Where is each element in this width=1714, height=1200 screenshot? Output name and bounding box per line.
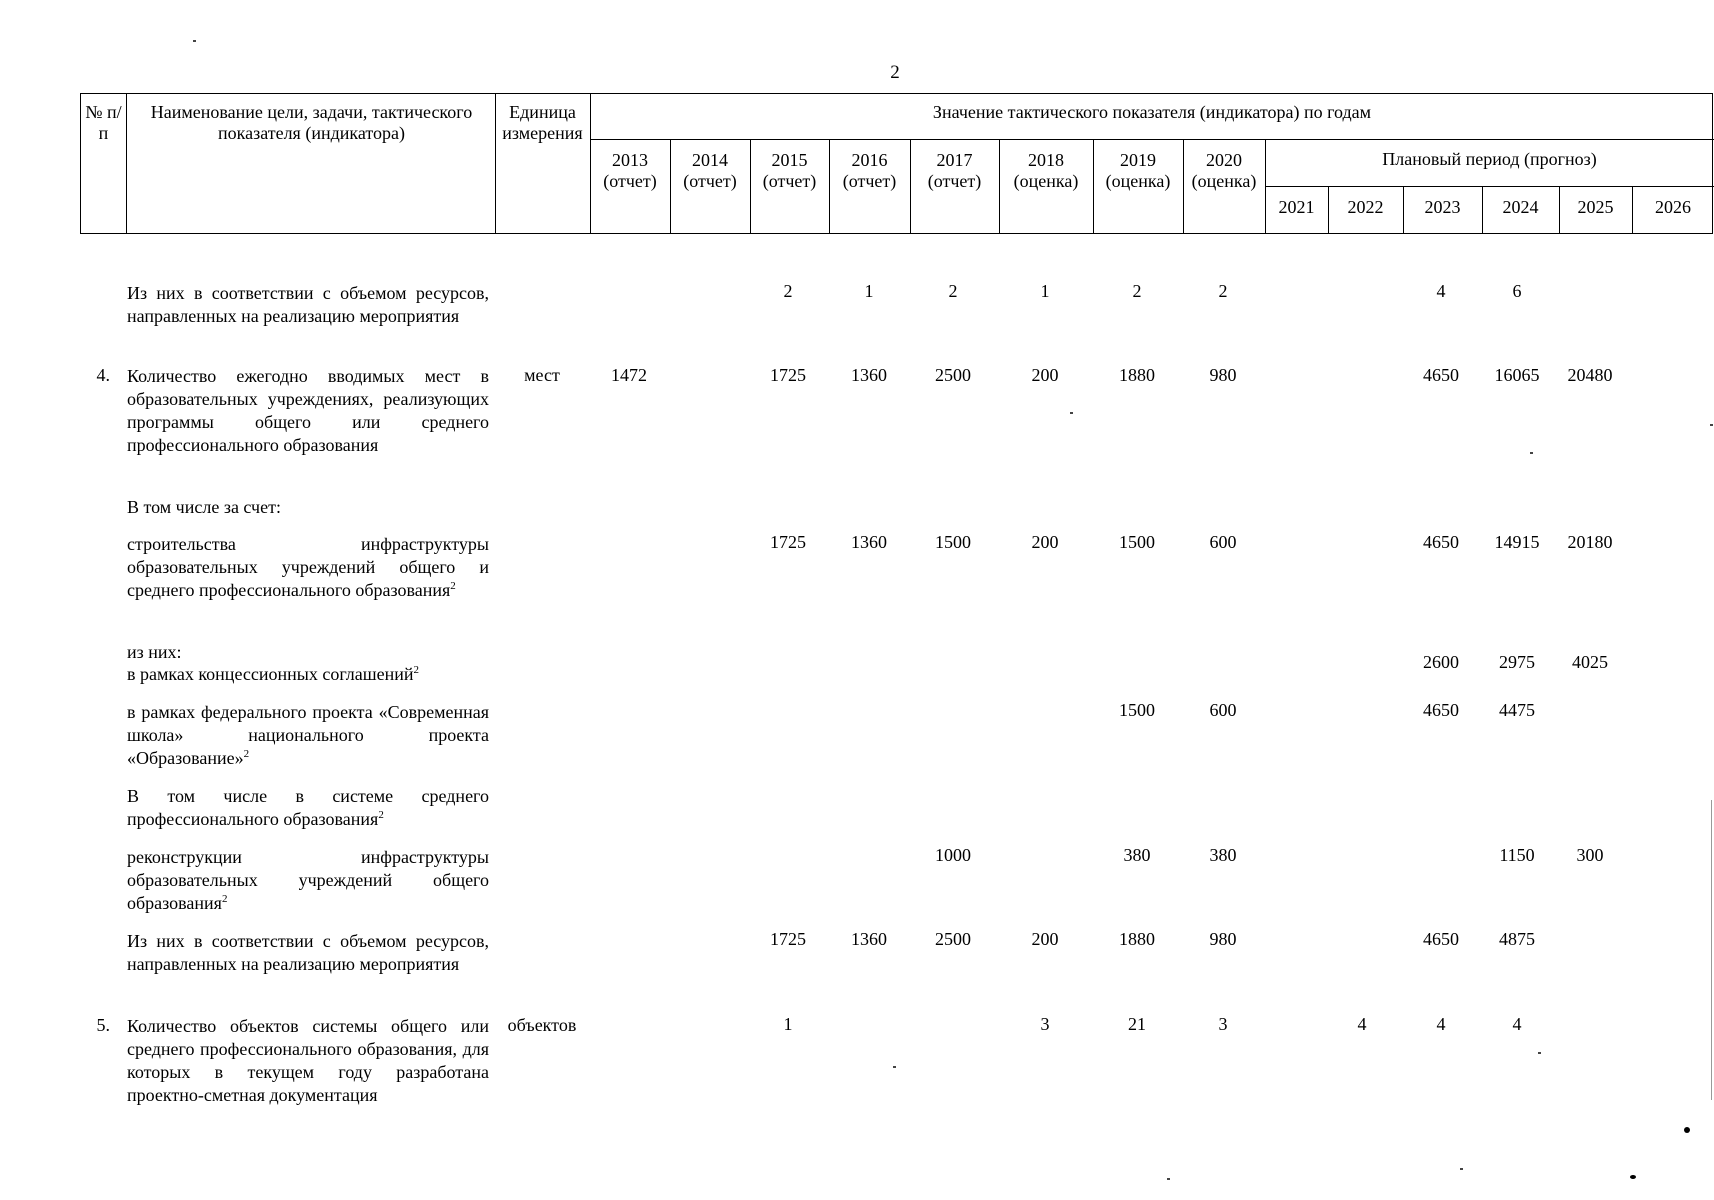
- footnote-mark: 2: [243, 748, 250, 760]
- cell-value-2025: 20480: [1567, 365, 1613, 385]
- cell-value-2020: 980: [1209, 365, 1237, 385]
- page-number: 2: [890, 62, 900, 83]
- plan-year-label: 2023: [1424, 197, 1461, 217]
- cell-value-2023: 4650: [1423, 929, 1459, 949]
- cell-value-2024: 16065: [1494, 365, 1540, 385]
- plan-year-label: 2021: [1278, 197, 1315, 217]
- footnote-mark: 2: [221, 893, 228, 905]
- year-note: (оценка): [1013, 171, 1079, 191]
- plan-year-label: 2022: [1347, 197, 1384, 217]
- row-description-text: Из них в соответствии с объемом ресурсов, направленных на реализацию мероприятия: [127, 283, 489, 326]
- cell-value-2016: 1360: [851, 365, 887, 385]
- cell-value-2018: 200: [1031, 532, 1059, 552]
- cell-value-2015: 1725: [770, 365, 806, 385]
- row-description-text: Количество объектов системы общего или среднего профессионального образования, для которых в текущем году разработана проектно-сметная документация: [127, 1016, 489, 1105]
- row-number: 5.: [96, 1015, 110, 1035]
- year-note: (отчет): [762, 171, 817, 191]
- col-unit-header: Единица измерения: [502, 102, 583, 143]
- year-label: 2016: [851, 150, 888, 170]
- cell-value-2024: 6: [1512, 281, 1522, 301]
- cell-value-2023: 4: [1436, 1014, 1446, 1034]
- cell-value-2019: 2: [1132, 281, 1142, 301]
- row-description-text: В том числе за счет:: [127, 497, 281, 517]
- cell-value-2023: 4: [1436, 281, 1446, 301]
- year-label: 2014: [692, 150, 728, 170]
- cell-value-2019: 1880: [1119, 365, 1155, 385]
- year-note: (оценка): [1191, 171, 1257, 191]
- row-number: 4.: [96, 365, 110, 385]
- cell-value-2024: 4875: [1499, 929, 1535, 949]
- row-description: [127, 365, 489, 457]
- row-description-text: в рамках концессионных соглашений: [127, 664, 414, 684]
- cell-value-2015: 1725: [770, 929, 806, 949]
- row-description: [127, 785, 489, 831]
- row-description: [127, 641, 489, 664]
- cell-value-2023: 4650: [1423, 532, 1459, 552]
- row-description-text: строительства инфраструктуры образовательных учреждений общего и среднего профессионального образования: [127, 534, 489, 600]
- cell-value-2020: 380: [1209, 845, 1237, 865]
- cell-value-2015: 2: [783, 281, 793, 301]
- row-unit: объектов: [507, 1015, 577, 1035]
- cell-value-2019: 1500: [1119, 700, 1155, 720]
- footnote-mark: 2: [450, 580, 456, 592]
- cell-value-2017: 2500: [935, 929, 971, 949]
- year-note: (отчет): [683, 171, 737, 191]
- cell-value-2025: 20180: [1567, 532, 1613, 552]
- row-unit: мест: [524, 365, 560, 385]
- row-description: [127, 1015, 489, 1107]
- plan-year-label: 2026: [1655, 197, 1691, 217]
- plan-year-label: 2025: [1577, 197, 1614, 217]
- year-label: 2018: [1028, 150, 1064, 170]
- col-name-header: Наименование цели, задачи, тактического показателя (индикатора): [150, 102, 473, 143]
- row-description-text: в рамках федерального проекта «Современная школа» национального проекта «Образование»: [127, 702, 489, 768]
- row-description: [127, 930, 489, 976]
- cell-value-2024: 4475: [1499, 700, 1535, 720]
- year-note: (отчет): [603, 171, 657, 191]
- row-description: [127, 701, 489, 770]
- cell-value-2024: 1150: [1499, 845, 1535, 865]
- cell-value-2024: 14915: [1494, 532, 1540, 552]
- cell-value-2024: 2975: [1499, 652, 1535, 672]
- year-note: (отчет): [842, 171, 897, 191]
- plan-year-label: 2024: [1502, 197, 1539, 217]
- year-label: 2015: [771, 150, 808, 170]
- year-label: 2019: [1120, 150, 1156, 170]
- cell-value-2016: 1: [864, 281, 874, 301]
- cell-value-2017: 2: [948, 281, 958, 301]
- cell-value-2017: 1000: [935, 845, 971, 865]
- year-label: 2020: [1206, 150, 1242, 170]
- cell-value-2019: 21: [1128, 1014, 1146, 1034]
- row-description: [127, 496, 489, 519]
- cell-value-2025: 4025: [1572, 652, 1608, 672]
- year-note: (отчет): [927, 171, 982, 191]
- cell-value-2024: 4: [1512, 1014, 1522, 1034]
- row-description-text: из них:: [127, 642, 182, 662]
- year-note: (оценка): [1105, 171, 1171, 191]
- cell-value-2015: 1725: [770, 532, 806, 552]
- footnote-mark: 2: [413, 664, 420, 676]
- cell-value-2015: 1: [783, 1014, 793, 1034]
- row-description: [127, 663, 489, 686]
- col-values-header: Значение тактического показателя (индикатора) по годам: [932, 102, 1372, 122]
- row-description-text: реконструкции инфраструктуры образовательных учреждений общего образования: [127, 847, 489, 913]
- col-num-header: № п/п: [85, 102, 122, 143]
- cell-value-2018: 3: [1040, 1014, 1050, 1034]
- cell-value-2023: 4650: [1423, 700, 1459, 720]
- row-description: [127, 533, 489, 602]
- row-description: [127, 282, 489, 328]
- row-description-text: В том числе в системе среднего профессионального образования: [127, 786, 489, 829]
- cell-value-2017: 2500: [935, 365, 971, 385]
- cell-value-2020: 980: [1209, 929, 1237, 949]
- cell-value-2019: 1880: [1119, 929, 1155, 949]
- cell-value-2016: 1360: [851, 929, 887, 949]
- cell-value-2019: 380: [1123, 845, 1151, 865]
- cell-value-2017: 1500: [935, 532, 971, 552]
- cell-value-2020: 3: [1218, 1014, 1228, 1034]
- plan-period-header: Плановый период (прогноз): [1382, 149, 1597, 169]
- cell-value-2016: 1360: [851, 532, 887, 552]
- cell-value-2018: 1: [1040, 281, 1050, 301]
- cell-value-2023: 2600: [1423, 652, 1459, 672]
- cell-value-2022: 4: [1357, 1014, 1367, 1034]
- cell-value-2019: 1500: [1119, 532, 1155, 552]
- row-description-text: Из них в соответствии с объемом ресурсов, направленных на реализацию мероприятия: [127, 931, 489, 974]
- footnote-mark: 2: [378, 809, 384, 821]
- row-description: [127, 846, 489, 915]
- cell-value-2018: 200: [1031, 365, 1059, 385]
- table-header: [80, 93, 1713, 234]
- cell-value-2023: 4650: [1423, 365, 1459, 385]
- cell-value-2025: 300: [1576, 845, 1604, 865]
- year-label: 2017: [936, 150, 973, 170]
- cell-value-2020: 2: [1218, 281, 1228, 301]
- cell-value-2018: 200: [1031, 929, 1059, 949]
- row-description-text: Количество ежегодно вводимых мест в образовательных учреждениях, реализующих программы общего или среднего профессионального образования: [127, 366, 489, 455]
- year-label: 2013: [612, 150, 648, 170]
- cell-value-2020: 600: [1209, 700, 1237, 720]
- cell-value-2020: 600: [1209, 532, 1237, 552]
- cell-value-2013: 1472: [611, 365, 647, 385]
